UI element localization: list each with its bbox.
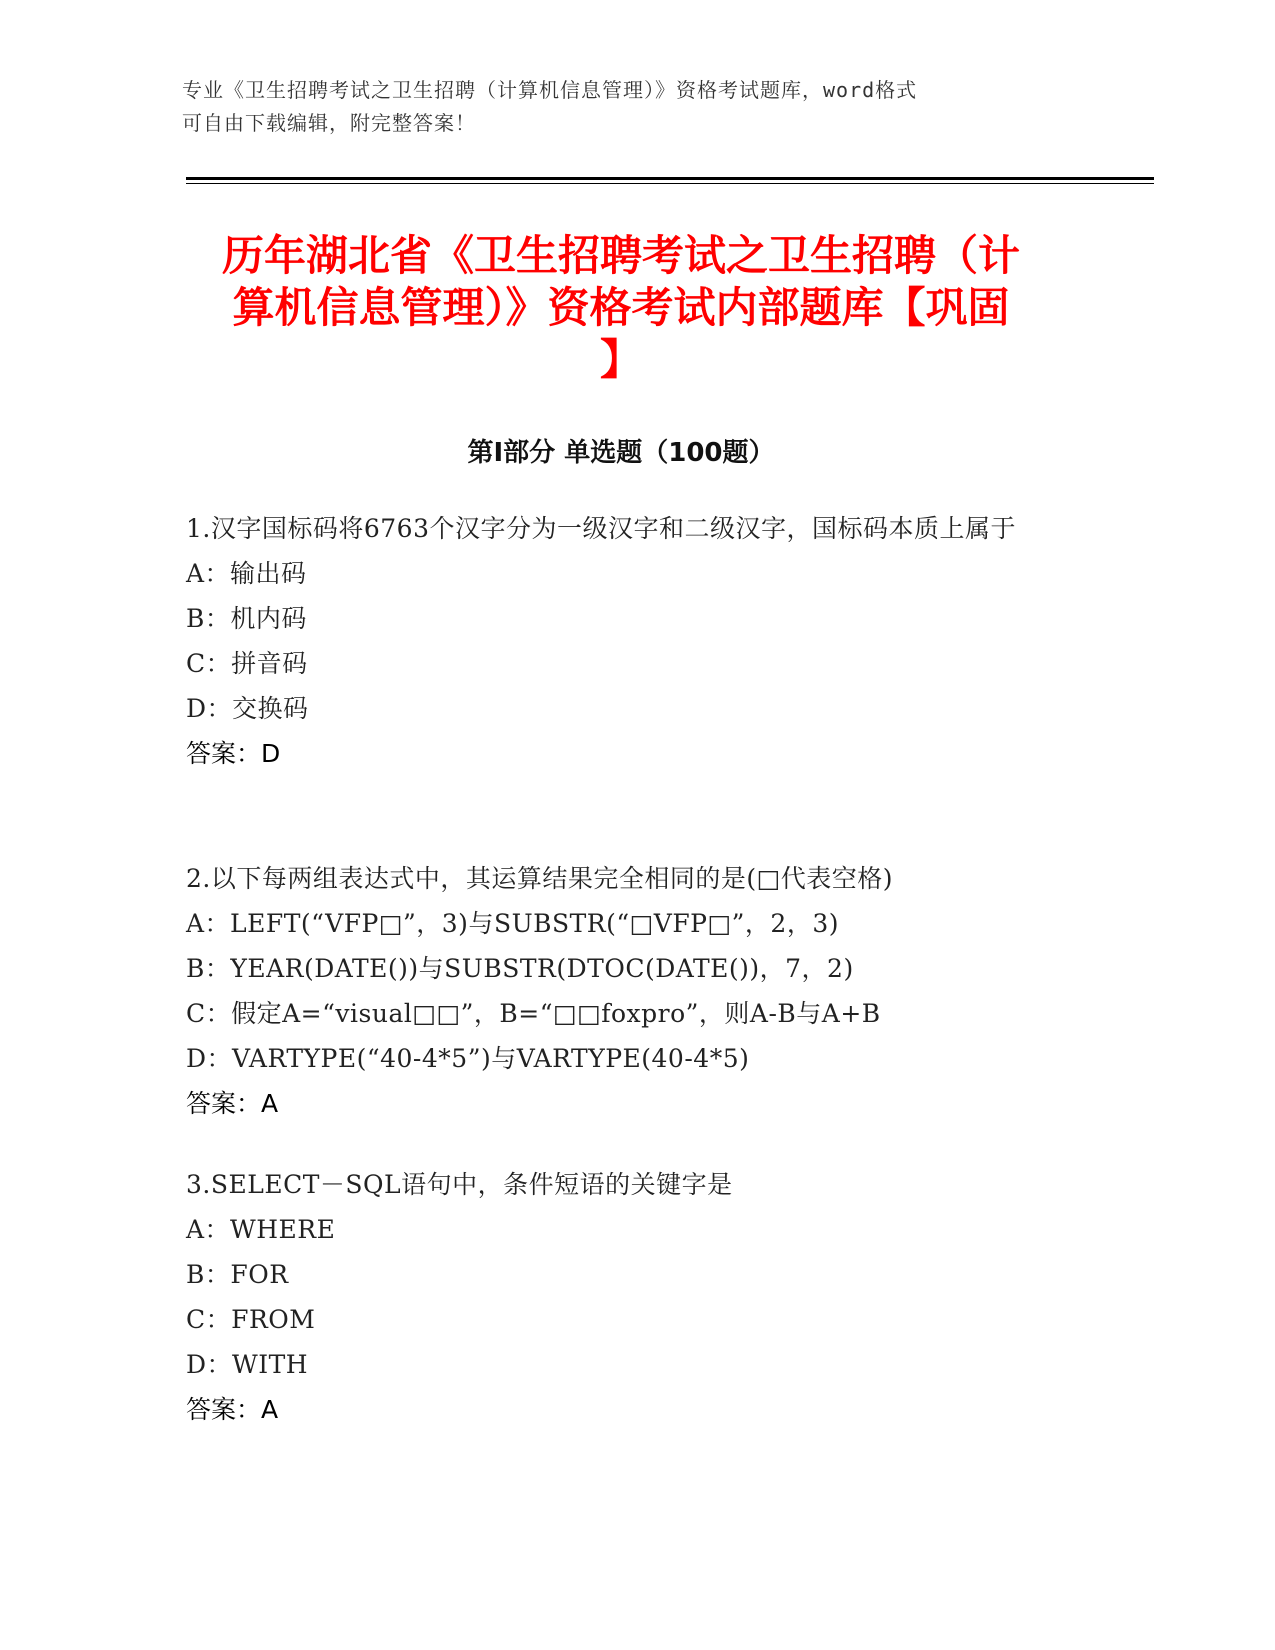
- option-a: A：LEFT(“VFP□”，3)与SUBSTR(“□VFP□”，2，3): [186, 909, 839, 938]
- question-1: [186, 506, 1066, 776]
- option-a: A：WHERE: [186, 1215, 336, 1244]
- header-note-line-2: 可自由下载编辑，附完整答案！: [182, 111, 476, 135]
- option-b: B：YEAR(DATE())与SUBSTR(DTOC(DATE())，7，2): [186, 954, 854, 983]
- question-stem: 2.以下每两组表达式中，其运算结果完全相同的是(□代表空格): [186, 864, 893, 893]
- answer: 答案：A: [186, 1395, 279, 1424]
- document-title-line-1: 历年湖北省《卫生招聘考试之卫生招聘（计: [221, 231, 1020, 280]
- header-note-line-1: 专业《卫生招聘考试之卫生招聘（计算机信息管理）》资格考试题库，word格式: [182, 78, 918, 102]
- header-note: [182, 74, 1062, 140]
- option-c: C：假定A=“visual□□”，B=“□□foxpro”，则A-B与A+B: [186, 999, 881, 1028]
- option-b: B：机内码: [186, 604, 307, 633]
- document-title: [186, 230, 1056, 386]
- question-stem: 1.汉字国标码将6763个汉字分为一级汉字和二级汉字，国标码本质上属于: [186, 514, 1016, 543]
- answer: 答案：A: [186, 1089, 279, 1118]
- question-3: [186, 1162, 1066, 1432]
- option-d: D：WITH: [186, 1350, 309, 1379]
- answer: 答案：D: [186, 739, 281, 768]
- section-title: 第I部分 单选题（100题）: [467, 438, 775, 468]
- option-b: B：FOR: [186, 1260, 289, 1289]
- option-a: A：输出码: [186, 559, 307, 588]
- question-2: [186, 856, 1066, 1126]
- document-title-line-2: 算机信息管理）》资格考试内部题库【巩固: [232, 283, 1010, 332]
- option-c: C：拼音码: [186, 649, 308, 678]
- option-d: D：交换码: [186, 694, 309, 723]
- question-stem: 3.SELECT－SQL语句中，条件短语的关键字是: [186, 1170, 733, 1199]
- header-divider-thick: [186, 177, 1154, 180]
- document-title-line-3: 】: [599, 335, 642, 384]
- header-divider-thin: [186, 183, 1154, 184]
- option-d: D：VARTYPE(“40-4*5”)与VARTYPE(40-4*5): [186, 1044, 750, 1073]
- option-c: C：FROM: [186, 1305, 316, 1334]
